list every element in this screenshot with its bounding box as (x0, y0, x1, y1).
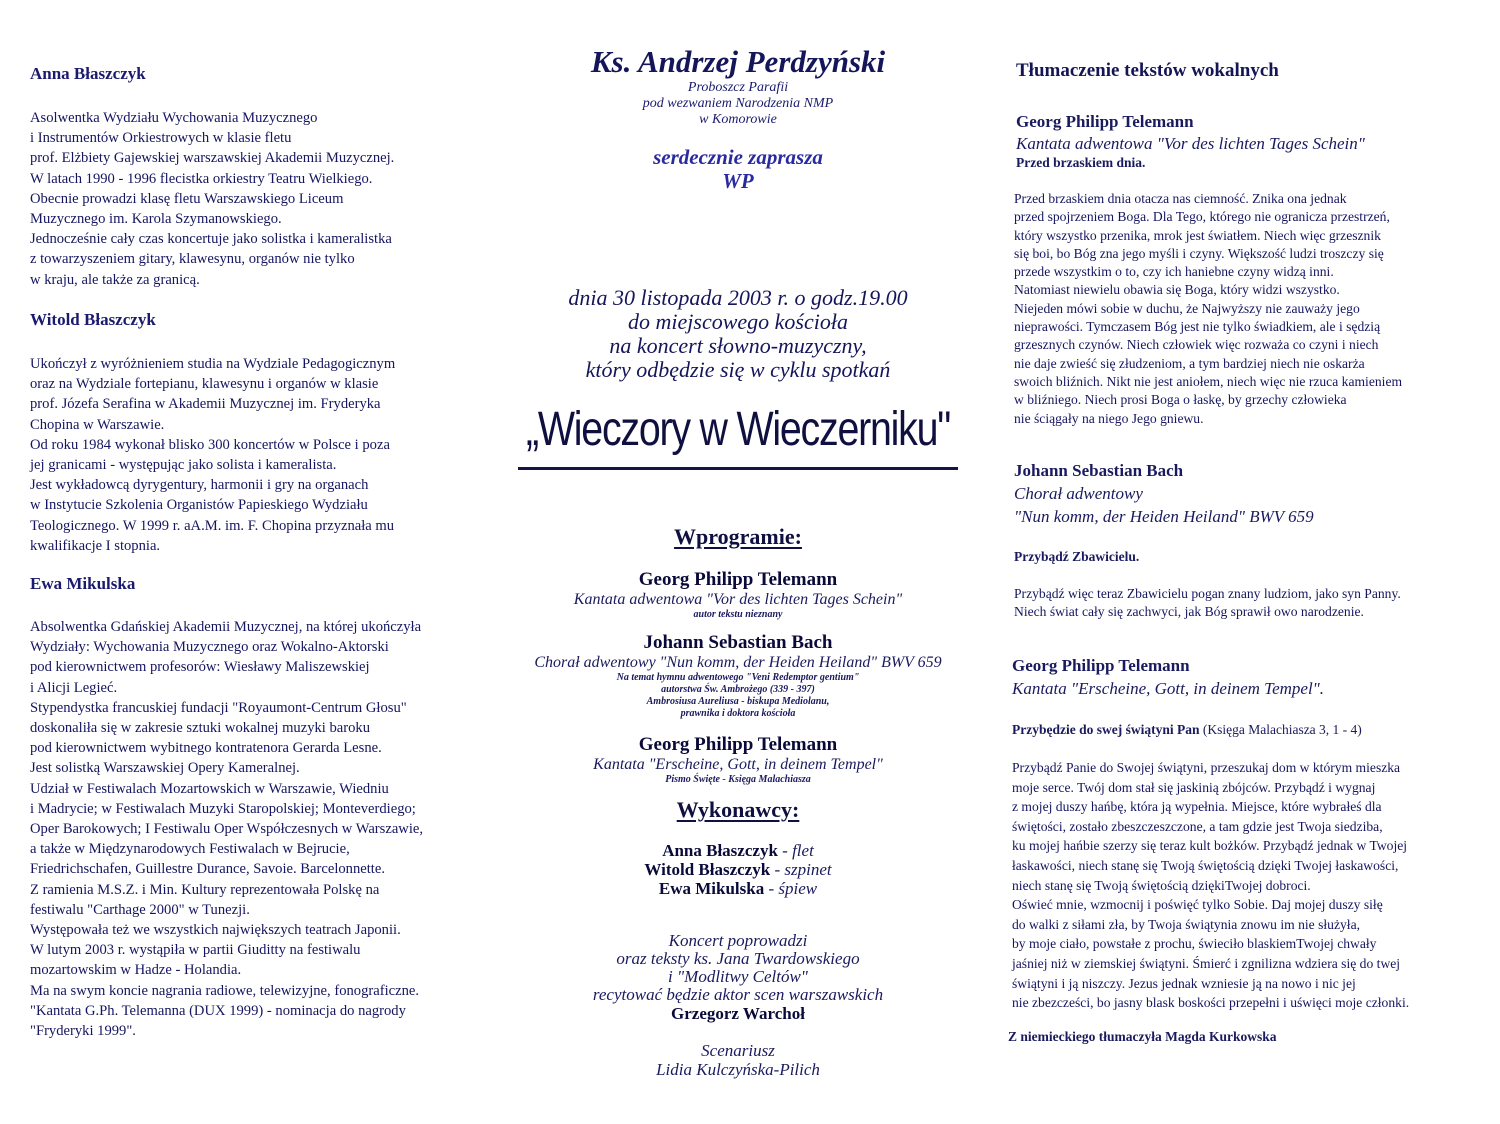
translation-line: Przed brzaskiem dnia otacza nas ciemność. Znika ona jednak (1014, 191, 1347, 206)
performer-role: flet (792, 841, 814, 860)
host-name: Ks. Andrzej Perdzyński (590, 44, 886, 79)
translation-line: Przybądź Panie do Swojej świątyni, przeszukaj dom w którym mieszka (1012, 760, 1401, 775)
bio-line: Jest solistką Warszawskiej Opery Kameralnej. (30, 760, 300, 777)
bio-line: prof. Elżbiety Gajewskiej warszawskiej Akademii Muzycznej. (30, 150, 395, 167)
parish-line: w Komorowie (699, 112, 777, 127)
bio-text (30, 108, 394, 290)
bio-line: a także w Międzynarodowych Festiwalach w Bejrucie, (30, 841, 350, 858)
translation-line: który wszystko przenika, mrok jest światłem. Niech więc grzesznik (1014, 227, 1381, 243)
bio-line: jej granicami - występując jako solista i kameralista. (30, 457, 337, 474)
title-divider (518, 467, 958, 470)
bio-line: i Alicji Legieć. (30, 679, 118, 696)
translation-line: się boi, bo Bóg zna jego myśli i czyny. Większość ludzi troszczy się (1014, 245, 1384, 261)
program-note: autor tekstu nieznany (693, 609, 783, 620)
bio-line: mozartowskim w Hadze - Holandia. (30, 962, 242, 979)
translation-line: nie daje zwieść się złudzeniom, a tym bardziej niech nie oskarża (1014, 355, 1365, 371)
translation-line: nie zbezcześci, bo jasny blask boskości przepełni i uświęci moje członki. (1012, 995, 1410, 1011)
performers-list (478, 841, 998, 898)
bio-name: Anna Błaszczyk (30, 64, 146, 83)
translation-line: ku mojej hańbie szerzy się teraz kult bożków. Przybądź jednak w Twojej (1012, 838, 1408, 854)
program-note: autorstwa Św. Ambrożego (339 - 397) (661, 684, 815, 695)
bio-line: Od roku 1984 wykonał blisko 300 koncertów w Polsce i poza (30, 436, 390, 453)
bio-line: i Instrumentów Orkiestrowych w klasie fletu (30, 130, 292, 147)
bio-line: kwalifikacje I stopnia. (30, 537, 161, 554)
event-details (478, 286, 998, 382)
program-note: prawnika i doktora kościoła (680, 708, 796, 719)
program-note: Pismo Święte - Księga Malachiasza (665, 774, 811, 785)
bio-line: oraz na Wydziale fortepianu, klawesynu i organów w klasie (30, 376, 379, 393)
bio-line: Oper Barokowych; I Festiwalu Oper Współczesnych w Warszawie, (30, 821, 424, 838)
bio-line: Obecnie prowadzi klasę fletu Warszawskiego Liceum (30, 190, 344, 207)
translation-line: nieprawości. Tymczasem Bóg jest nie tylko świadkiem, ale i sędzią (1014, 319, 1381, 335)
bio-line: prof. Józefa Serafina w Akademii Muzycznej im. Fryderyka (30, 396, 381, 413)
host-info-line: recytować będzie aktor scen warszawskich (592, 985, 884, 1004)
performer-name: Ewa Mikulska (658, 879, 765, 898)
translation-line: moje serce. Twój dom stał się jaskinią zbójców. Przybądź i wygnaj (1012, 779, 1376, 795)
program-item (478, 632, 998, 720)
bio-line: Ukończył z wyróżnieniem studia na Wydziale Pedagogicznym (30, 356, 396, 372)
translation-line: Niech świat cały się zachwyci, jak Bóg sprawił owo narodzenie. (1014, 604, 1364, 620)
translation-line: Przybądź więc teraz Zbawicielu pogan znany ludziom, jako syn Panny. (1014, 586, 1401, 601)
performers-heading: Wykonawcy: (676, 797, 800, 822)
program-item (478, 569, 998, 621)
translation-line: do walki z siłami zła, by Twoja świątynia znowu im nie służyła, (1012, 916, 1361, 932)
program-note: Ambrosiusa Aureliusa - biskupa Mediolanu, (646, 696, 830, 707)
bio-line: Muzycznego im. Karola Szymanowskiego. (30, 211, 282, 228)
bio-line: Udział w Festiwalach Mozartowskich w Warszawie, Wiedniu (30, 780, 389, 797)
parish-info (478, 80, 998, 128)
program-composer: Johann Sebastian Bach (643, 632, 833, 653)
bio-line: Występowała też we wszystkich największych teatrach Japonii. (30, 922, 401, 939)
bio-line: i Madrycie; w Festiwalach Muzyki Staropolskiej; Monteverdiego; (30, 800, 416, 817)
script-label: Scenariusz (701, 1041, 775, 1060)
program-note: Na temat hymnu adwentowego "Veni Redemptor gentium" (616, 672, 860, 683)
bio-name: Witold Błaszczyk (30, 310, 156, 329)
piece-composer: Georg Philipp Telemann (1012, 656, 1190, 675)
performer-name: Anna Błaszczyk (662, 841, 778, 860)
bio-line: pod kierownictwem wybitnego kontratenora Gerarda Lesne. (30, 740, 382, 757)
program-work: Chorał adwentowy "Nun komm, der Heiden Heiland" BWV 659 (534, 654, 942, 671)
event-line: do miejscowego kościoła (628, 309, 848, 334)
bio-line: festiwalu "Carthage 2000" w Tunezji. (30, 901, 250, 918)
translation-text (1012, 758, 1409, 1013)
bio-line: Chopina w Warszawie. (30, 416, 165, 433)
program-heading: Wprogramie: (674, 524, 802, 549)
bio-line: W lutym 2003 r. wystąpiła w partii Giuditty na festiwalu (30, 942, 361, 959)
event-line: który odbędzie się w cyklu spotkań (585, 357, 891, 382)
host-info-line: oraz teksty ks. Jana Twardowskiego (616, 949, 860, 968)
host-info (478, 932, 998, 1004)
event-line: na koncert słowno-muzyczny, (609, 333, 867, 358)
piece-subtitle-text: Przybędzie do swej świątyni Pan (1012, 722, 1200, 737)
bio-line: Teologicznego. W 1999 r. aA.M. im. F. Chopina przyznała mu (30, 517, 395, 534)
bio-name: Ewa Mikulska (30, 574, 136, 593)
piece-work: Chorał adwentowy (1014, 484, 1143, 503)
bio-line: Z ramienia M.S.Z. i Min. Kultury reprezentowała Polskę na (30, 881, 380, 898)
performer-role: szpinet (784, 860, 832, 879)
concert-title: „Wieczory w Wieczerniku" (525, 403, 951, 456)
invite-text (478, 145, 998, 193)
translation-line: z mojej duszy hańbę, która ją wypełnia. Miejsce, które wybrałeś dla (1012, 799, 1382, 815)
piece-subtitle: Przed brzaskiem dnia. (1016, 155, 1146, 170)
translations-heading: Tłumaczenie tekstów wokalnych (1016, 60, 1279, 81)
translation-text (1014, 190, 1402, 428)
translation-line: by moje ciało, powstałe z prochu, świeciło blaskiemTwojej chwały (1012, 936, 1377, 952)
performer: Anna Błaszczyk - flet (662, 841, 814, 860)
translation-line: Niejeden mówi sobie w duchu, że Najwyższy nie zauważy jego (1014, 300, 1360, 316)
bio-line: doskonaliła się w zakresie sztuki wokalnej muzyki baroku (30, 720, 371, 737)
bio-line: Jednocześnie cały czas koncertuje jako solistka i kameralistka (30, 231, 392, 248)
translation-line: nie ściągały na niego Jego gniewu. (1014, 410, 1204, 426)
bio-line: Asolwentka Wydziału Wychowania Muzycznego (30, 110, 318, 126)
invite-line: WP (722, 169, 754, 193)
translation-line: Oświeć mnie, wzmocnij i poświęć tylko Sobie. Daj mojej duszy siłę (1012, 897, 1383, 913)
translation-line: świątyni i ją niszczy. Jezus jednak wzniesie ją na nowo i nic jej (1012, 975, 1356, 991)
bio-line: w Instytucie Szkolenia Organistów Papieskiego Wydziału (30, 497, 368, 514)
parish-line: pod wezwaniem Narodzenia NMP (642, 96, 834, 111)
piece-subtitle (1012, 722, 1362, 738)
program-work: Kantata adwentowa "Vor des lichten Tages Schein" (573, 591, 903, 608)
bio-line: Friedrichschafen, Guillestre Durance, Savoie. Barcelonnette. (30, 861, 385, 878)
translation-line: w bliźniego. Niech prosi Boga o łaskę, by grzechy człowieka (1014, 392, 1347, 408)
bio-line: W latach 1990 - 1996 flecistka orkiestry Teatru Wielkiego. (30, 170, 373, 187)
bio-line: z towarzyszeniem gitary, klawesynu, organów nie tylko (30, 251, 355, 268)
translation-line: łaskawości, niech stanę się Twoją świętością dzięki Twojej łaskawości, (1012, 857, 1399, 873)
parish-line: Proboszcz Parafii (687, 80, 789, 95)
program-composer: Georg Philipp Telemann (638, 734, 838, 755)
piece-subtitle-ref: (Księga Malachiasza 3, 1 - 4) (1199, 722, 1362, 737)
program-work: Kantata "Erscheine, Gott, in deinem Tempel" (593, 756, 883, 773)
translation-line: świętości, zostało zbeszczeszczone, a tam gdzie jest Twoja siedziba, (1012, 818, 1383, 834)
event-line: dnia 30 listopada 2003 r. o godz.19.00 (568, 285, 908, 310)
actor-name: Grzegorz Warchoł (671, 1004, 805, 1023)
bio-line: Absolwentka Gdańskiej Akademii Muzycznej, na której ukończyła (30, 619, 422, 635)
performer: Ewa Mikulska - śpiew (658, 879, 818, 898)
invite-line: serdecznie zaprasza (653, 145, 823, 169)
program-item (478, 734, 998, 786)
translation-line: swoich bliźnich. Nikt nie jest aniołem, niech więc nie rzuca kamieniem (1014, 373, 1403, 389)
translator-credit: Z niemieckiego tłumaczyła Magda Kurkowska (1008, 1029, 1277, 1044)
bio-line: "Fryderyki 1999". (30, 1023, 136, 1040)
translation-text (1014, 585, 1401, 622)
translation-line: przede wszystkim o to, czy ich haniebne czyny widzą inni. (1014, 264, 1334, 280)
bio-line: Ma na swym koncie nagrania radiowe, telewizyjne, fonograficzne. (30, 982, 420, 999)
performer-name: Witold Błaszczyk (644, 860, 771, 879)
script-info (478, 1041, 998, 1079)
performer: Witold Błaszczyk - szpinet (644, 860, 832, 879)
host-info-line: i "Modlitwy Celtów" (668, 967, 808, 986)
bio-line: Jest wykładowcą dyrygentury, harmonii i gry na organach (30, 477, 369, 494)
piece-subtitle: Przybądź Zbawicielu. (1014, 549, 1140, 564)
performer-role: śpiew (778, 879, 818, 898)
piece-work: Kantata "Erscheine, Gott, in deinem Tempel". (1012, 679, 1325, 698)
bio-text (30, 354, 395, 556)
script-author: Lidia Kulczyńska-Pilich (656, 1060, 820, 1079)
bio-line: "Kantata G.Ph. Telemanna (DUX 1999) - nominacja do nagrody (30, 1002, 406, 1019)
host-info-line: Koncert poprowadzi (668, 931, 808, 950)
bio-line: pod kierownictwem profesorów: Wiesławy Maliszewskiej (30, 659, 370, 676)
bio-line: w kraju, ale także za granicą. (30, 271, 200, 288)
translation-line: jaśniej niż w ziemskiej świątyni. Śmierć i zgnilizna wdziera się do twej (1012, 955, 1401, 971)
translation-line: przed spojrzeniem Boga. Dla Tego, którego nie ogranicza przestrzeń, (1014, 209, 1390, 225)
piece-work: Kantata adwentowa "Vor des lichten Tages Schein" (1016, 134, 1365, 153)
program-composer: Georg Philipp Telemann (638, 569, 838, 590)
piece-work: "Nun komm, der Heiden Heiland" BWV 659 (1014, 507, 1314, 526)
translation-line: grzesznych czynów. Niech człowiek więc rozważa co czyni i niech (1014, 337, 1379, 353)
bio-line: Wydziały: Wychowania Muzycznego oraz Wokalno-Aktorski (30, 639, 389, 656)
bio-line: Stypendystka francuskiej fundacji "Royaumont-Centrum Głosu" (30, 699, 407, 716)
bio-text (30, 617, 423, 1041)
piece-composer: Johann Sebastian Bach (1014, 461, 1184, 480)
translation-line: Natomiast niewielu obawia się Boga, który widzi wszystko. (1014, 282, 1340, 298)
translation-line: niech stanę się Twoją świętością dziękiTwojej dobroci. (1012, 877, 1311, 893)
piece-composer: Georg Philipp Telemann (1016, 112, 1194, 131)
